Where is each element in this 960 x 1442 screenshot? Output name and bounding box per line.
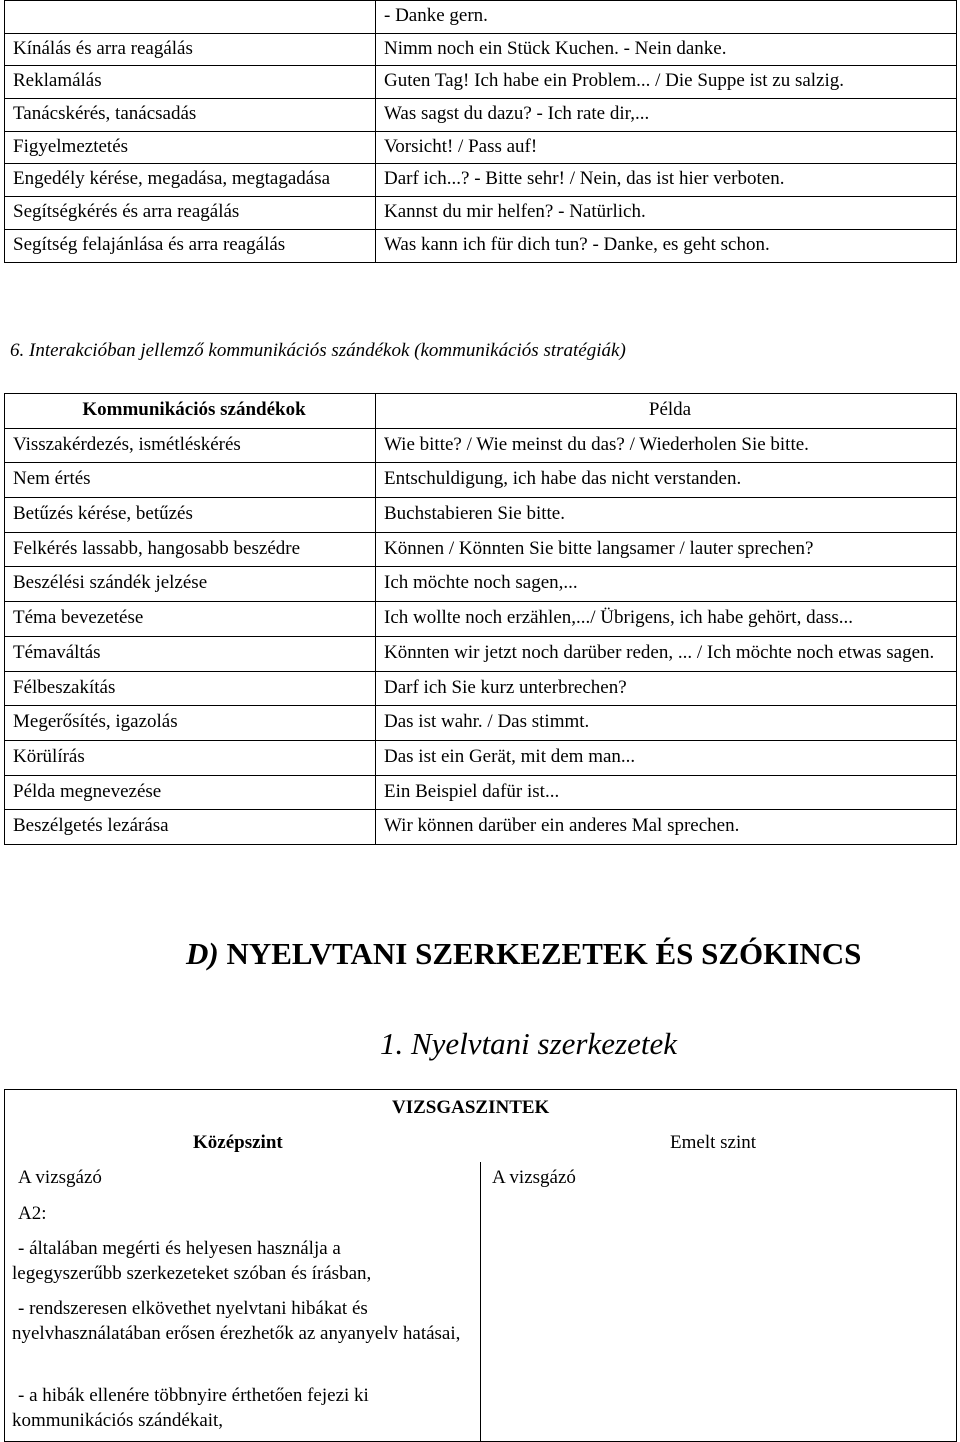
bullet-item [12, 1237, 482, 1286]
right-intro: A vizsgázó [492, 1167, 576, 1188]
intent-cell: Körülírás [5, 740, 376, 775]
intent-cell: Témaváltás [5, 636, 376, 671]
example-cell: Ich wollte noch erzählen,.../ Übrigens, ich habe gehört, dass... [376, 602, 957, 637]
table-row [5, 810, 957, 845]
table-row [5, 229, 957, 262]
table-row [5, 775, 957, 810]
exam-levels-title: VIZSGASZINTEK [392, 1097, 550, 1118]
example-cell: Buchstabieren Sie bitte. [376, 498, 957, 533]
example-cell: Kannst du mir helfen? - Natürlich. [376, 197, 957, 230]
advanced-level-header: Emelt szint [670, 1132, 757, 1153]
table-row [5, 706, 957, 741]
example-cell: Wir können darüber ein anderes Mal sprechen. [376, 810, 957, 845]
bullet-rest: nyelvhasználatában erősen érezhetők az anyanyelv hatásai, [12, 1322, 461, 1344]
table-row [5, 33, 957, 66]
example-cell: Können / Könnten Sie bitte langsamer / lauter sprechen? [376, 532, 957, 567]
table-row [5, 99, 957, 132]
intent-cell: Félbeszakítás [5, 671, 376, 706]
example-cell: Ich möchte noch sagen,... [376, 567, 957, 602]
intent-cell: Kínálás és arra reagálás [5, 33, 376, 66]
example-cell: Ein Beispiel dafür ist... [376, 775, 957, 810]
example-cell: Darf ich Sie kurz unterbrechen? [376, 671, 957, 706]
intent-cell: Példa megnevezése [5, 775, 376, 810]
intent-cell: Téma bevezetése [5, 602, 376, 637]
table-row [5, 498, 957, 533]
phrases-table-continued [4, 0, 957, 263]
section-d-heading [186, 934, 861, 974]
example-cell: Vorsicht! / Pass auf! [376, 131, 957, 164]
left-level: A2: [18, 1203, 47, 1224]
intent-cell: Segítség felajánlása és arra reagálás [5, 229, 376, 262]
left-intro: A vizsgázó [18, 1167, 102, 1188]
section-d-title: NYELVTANI SZERKEZETEK ÉS SZÓKINCS [226, 936, 862, 971]
intermediate-level-header: Középszint [193, 1132, 283, 1153]
intent-cell: Nem értés [5, 463, 376, 498]
example-cell: Darf ich...? - Bitte sehr! / Nein, das ist hier verboten. [376, 164, 957, 197]
table-row [5, 66, 957, 99]
example-cell: Wie bitte? / Wie meinst du das? / Wiederholen Sie bitte. [376, 428, 957, 463]
intent-cell: Segítségkérés és arra reagálás [5, 197, 376, 230]
example-cell: Das ist wahr. / Das stimmt. [376, 706, 957, 741]
intent-cell: Reklamálás [5, 66, 376, 99]
intent-cell [5, 1, 376, 34]
bullet-rest: legegyszerűbb szerkezeteket szóban és írásban, [12, 1262, 372, 1284]
table-row [5, 197, 957, 230]
example-cell: Guten Tag! Ich habe ein Problem... / Die Suppe ist zu salzig. [376, 66, 957, 99]
intent-cell: Beszélési szándék jelzése [5, 567, 376, 602]
communication-intents-table [4, 393, 957, 845]
bullet-first-line: - általában megérti és helyesen használja a [18, 1238, 341, 1259]
header-example: Példa [376, 394, 957, 429]
table-row [5, 1, 957, 34]
bullet-item [12, 1384, 482, 1433]
section-6-heading: 6. Interakcióban jellemző kommunikációs szándékok (kommunikációs stratégiák) [10, 340, 626, 361]
section-d-letter: D) [186, 936, 219, 971]
table-row [5, 463, 957, 498]
example-cell: Das ist ein Gerät, mit dem man... [376, 740, 957, 775]
table-row [5, 131, 957, 164]
example-cell: Könnten wir jetzt noch darüber reden, ... / Ich möchte noch etwas sagen. [376, 636, 957, 671]
table-row [5, 671, 957, 706]
bullet-rest: kommunikációs szándékait, [12, 1409, 224, 1431]
header-intents: Kommunikációs szándékok [5, 394, 376, 429]
example-cell: Entschuldigung, ich habe das nicht verstanden. [376, 463, 957, 498]
table-row [5, 602, 957, 637]
intent-cell: Engedély kérése, megadása, megtagadása [5, 164, 376, 197]
example-cell: - Danke gern. [376, 1, 957, 34]
subsection-1-heading: 1. Nyelvtani szerkezetek [380, 1026, 677, 1061]
intent-cell: Megerősítés, igazolás [5, 706, 376, 741]
intent-cell: Felkérés lassabb, hangosabb beszédre [5, 532, 376, 567]
intent-cell: Figyelmeztetés [5, 131, 376, 164]
intent-cell: Betűzés kérése, betűzés [5, 498, 376, 533]
table-row [5, 740, 957, 775]
example-cell: Nimm noch ein Stück Kuchen. - Nein danke. [376, 33, 957, 66]
example-cell: Was kann ich für dich tun? - Danke, es geht schon. [376, 229, 957, 262]
table-row [5, 567, 957, 602]
table-row [5, 164, 957, 197]
intent-cell: Beszélgetés lezárása [5, 810, 376, 845]
bullet-item [12, 1297, 482, 1346]
intent-cell: Visszakérdezés, ismétléskérés [5, 428, 376, 463]
bullet-first-line: - a hibák ellenére többnyire érthetően fejezi ki [18, 1385, 369, 1406]
bullet-first-line: - rendszeresen elkövethet nyelvtani hibákat és [18, 1298, 368, 1319]
intent-cell: Tanácskérés, tanácsadás [5, 99, 376, 132]
example-cell: Was sagst du dazu? - Ich rate dir,... [376, 99, 957, 132]
table-row [5, 636, 957, 671]
table-row [5, 532, 957, 567]
table-row [5, 428, 957, 463]
